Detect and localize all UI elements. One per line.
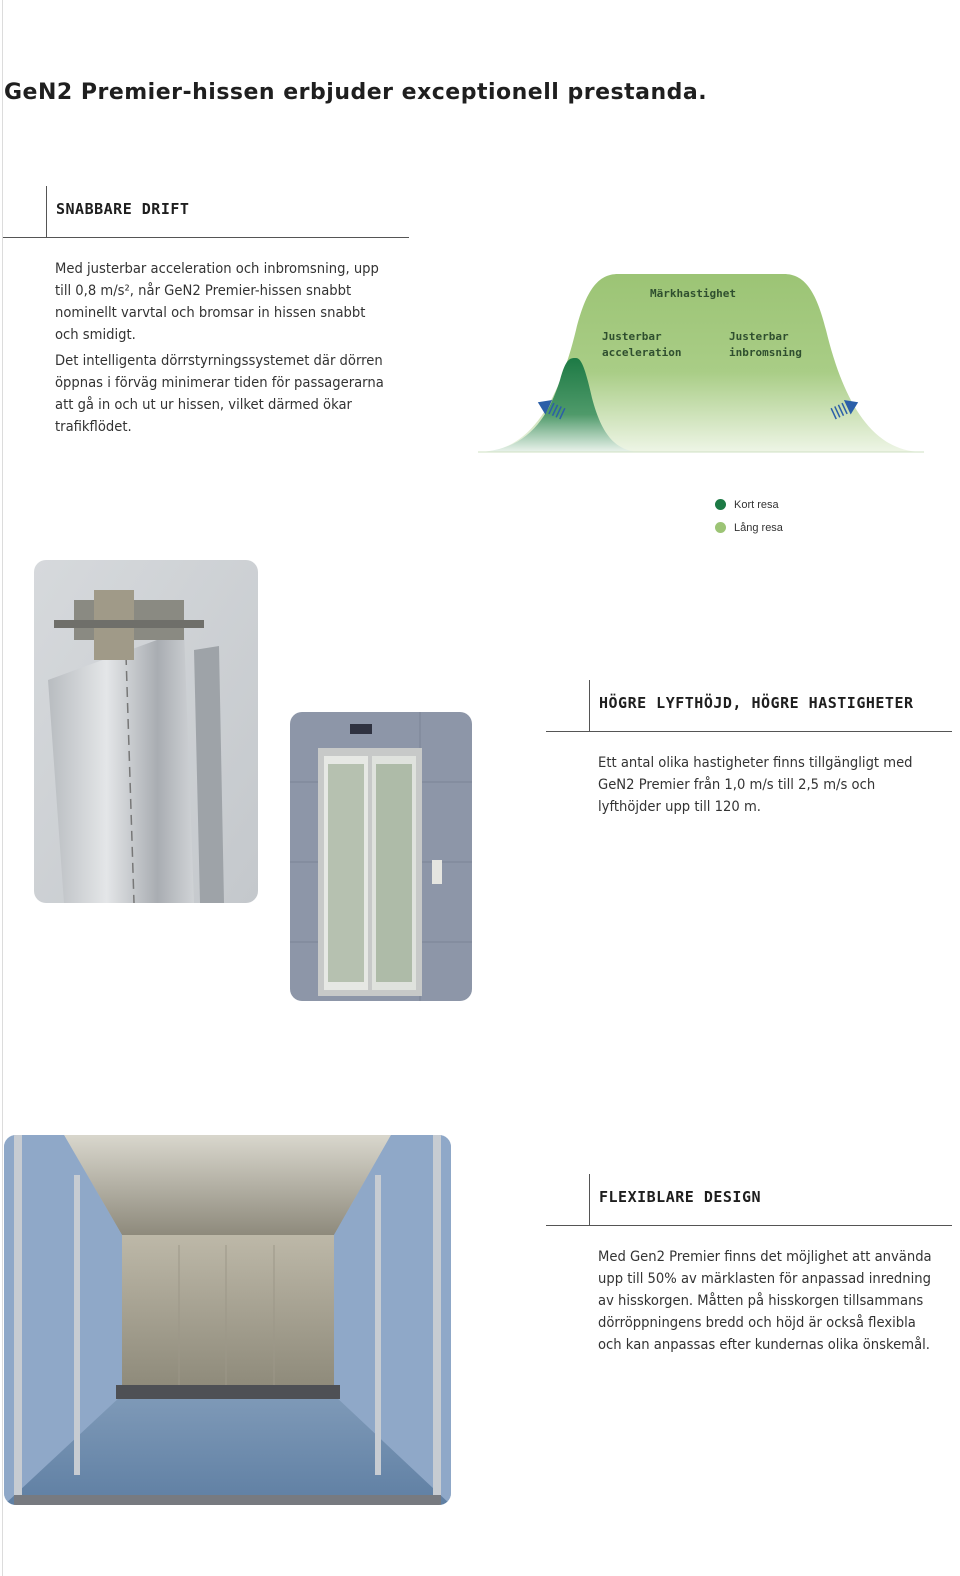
label-top-speed: Märkhastighet	[649, 287, 737, 300]
text-line: och smidigt.	[55, 327, 136, 343]
text-line: till 0,8 m/s², når GeN2 Premier-hissen snabbt	[55, 283, 352, 299]
text-line: öppnas i förväg minimerar tiden för passagerarna	[55, 375, 384, 391]
text-line: Ett antal olika hastigheter finns tillgängligt med	[598, 755, 913, 771]
text-line: trafikflödet.	[55, 419, 132, 435]
photo-elevator-glass	[290, 712, 472, 1001]
photo-elevator-interior	[4, 1135, 451, 1505]
text-line: upp till 50% av märklasten för anpassad inredning	[598, 1271, 931, 1287]
label-accel-2: acceleration	[602, 346, 682, 359]
text-line: Med justerbar acceleration och inbromsning, upp	[55, 261, 379, 277]
heading-lyft: HÖGRE LYFTHÖJD, HÖGRE HASTIGHETER	[599, 694, 914, 712]
text-line: dörröppningens bredd och höjd är också flexibla	[598, 1315, 916, 1331]
legend-dot-light-green	[715, 522, 726, 533]
legend-label: Lång resa	[734, 521, 783, 534]
text-line: Det intelligenta dörrstyrningssystemet där dörren	[55, 353, 383, 369]
paragraph-lyft	[598, 752, 913, 818]
text-line: att gå in och ut ur hissen, vilket därmed ökar	[55, 397, 352, 413]
page-title: GeN2 Premier-hissen erbjuder exceptionell prestanda.	[4, 80, 708, 105]
label-accel-1: Justerbar	[602, 330, 662, 343]
photo-elevator-door	[34, 560, 258, 903]
legend-item-long	[715, 516, 783, 539]
label-decel-2: inbromsning	[729, 346, 802, 359]
heading-drift: SNABBARE DRIFT	[56, 200, 190, 218]
legend-dot-dark-green	[715, 499, 726, 510]
text-line: av hisskorgen. Måtten på hisskorgen tillsammans	[598, 1293, 924, 1309]
legend-item-short	[715, 493, 783, 516]
text-line: nominellt varvtal och bromsar in hissen snabbt	[55, 305, 366, 321]
speed-profile-diagram	[478, 268, 924, 460]
diagram-legend	[715, 493, 783, 539]
text-line: GeN2 Premier från 1,0 m/s till 2,5 m/s och	[598, 777, 876, 793]
text-line: lyfthöjder upp till 120 m.	[598, 799, 761, 815]
text-line: Med Gen2 Premier finns det möjlighet att använda	[598, 1249, 932, 1265]
text-line: och kan anpassas efter kundernas olika önskemål.	[598, 1337, 930, 1353]
paragraph-design	[598, 1246, 932, 1356]
legend-label: Kort resa	[734, 498, 779, 511]
label-decel-1: Justerbar	[729, 330, 789, 343]
paragraph-drift	[55, 258, 384, 438]
heading-design: FLEXIBLARE DESIGN	[599, 1188, 762, 1206]
